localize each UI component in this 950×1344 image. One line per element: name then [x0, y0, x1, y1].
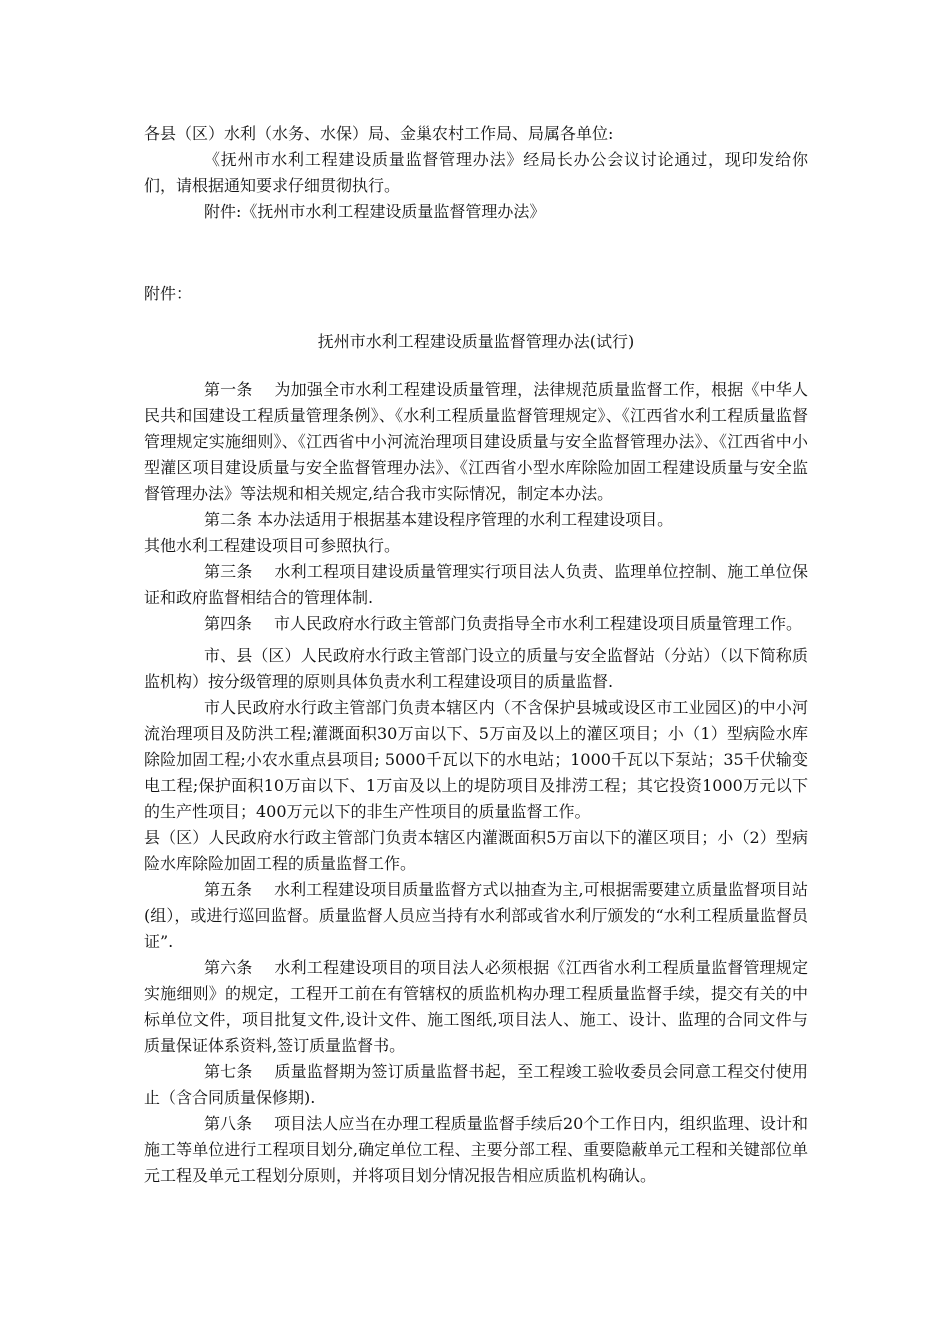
article-3 — [144, 559, 808, 611]
annex-label: 附件： — [144, 284, 193, 303]
article-5 — [144, 877, 808, 955]
article-text: 质量监督期为签订质量监督书起，至工程竣工验收委员会同意工程交付使用止（含合同质量保修期). — [144, 1062, 808, 1107]
article-6 — [144, 955, 808, 1059]
article-number: 第四条 — [204, 614, 253, 633]
article-2-continuation — [144, 533, 808, 559]
spacer — [144, 355, 808, 377]
spacer — [144, 307, 808, 329]
article-1 — [144, 377, 808, 507]
article-text: 县（区）人民政府水行政主管部门负责本辖区内灌溉面积5万亩以下的灌区项目；小（2）型病险水库除险加固工程的质量监督工作。 — [144, 828, 808, 873]
article-2 — [144, 507, 808, 533]
article-number: 第三条 — [204, 562, 253, 581]
article-text: 市人民政府水行政主管部门负责本辖区内（不含保护县城或设区市工业园区)的中小河流治理项目及防洪工程;灌溉面积30万亩以下、5万亩及以上的灌区项目；小（1）型病险水库除险加固工程;小农水重点县项目; 5000千瓦以下的水电站；1000千瓦以下泵站；35千伏输变电工程;保护面积10万亩以下、1万亩及以上的堤防项目及排涝工程；其它投资1000万元以下的生产性项目；400万元以下的非生产性项目的质量监督工作。 — [144, 698, 808, 821]
article-number: 第二条 — [204, 510, 253, 529]
article-text: 水利工程建设项目的项目法人必须根据《江西省水利工程质量监督管理规定实施细则》的规定，工程开工前在有管辖权的质监机构办理工程质量监督手续，提交有关的中标单位文件，项目批复文件,设计文件、施工图纸,项目法人、施工、设计、监理的合同文件与质量保证体系资料,签订质量监督书。 — [144, 958, 808, 1055]
article-number: 第一条 — [204, 380, 253, 399]
article-text: 本办法适用于根据基本建设程序管理的水利工程建设项目。 — [257, 510, 674, 529]
notice-addressee: 各县（区）水利（水务、水保）局、金巢农村工作局、局属各单位: — [144, 124, 614, 143]
article-number: 第七条 — [204, 1062, 253, 1081]
article-number: 第六条 — [204, 958, 253, 977]
article-text: 市、县（区）人民政府水行政主管部门设立的质量与安全监督站（分站）（以下简称质监机构）按分级管理的原则具体负责水利工程建设项目的质量监督. — [144, 646, 808, 691]
notice-attachment-line: 附件:《抚州市水利工程建设质量监督管理办法》 — [204, 202, 546, 221]
article-number: 第五条 — [204, 880, 253, 899]
article-text: 水利工程项目建设质量管理实行项目法人负责、监理单位控制、施工单位保证和政府监督相结合的管理体制. — [144, 562, 808, 607]
document-page — [144, 121, 808, 1189]
spacer — [144, 225, 808, 281]
article-4-paragraph-4 — [144, 825, 808, 877]
article-text: 水利工程建设项目质量监督方式以抽查为主,可根据需要建立质量监督项目站(组），或进行巡回监督。质量监督人员应当持有水利部或省水利厅颁发的“水利工程质量监督员证”. — [144, 880, 808, 951]
article-text: 项目法人应当在办理工程质量监督手续后20个工作日内，组织监理、设计和施工等单位进行工程项目划分,确定单位工程、主要分部工程、重要隐蔽单元工程和关键部位单元工程及单元工程划分原则，并将项目划分情况报告相应质监机构确认。 — [144, 1114, 808, 1185]
article-4-paragraph-3 — [144, 695, 808, 825]
article-4 — [144, 611, 808, 637]
article-8 — [144, 1111, 808, 1189]
article-number: 第八条 — [204, 1114, 253, 1133]
notice-body: 《抚州市水利工程建设质量监督管理办法》经局长办公会议讨论通过，现印发给你们，请根据通知要求仔细贯彻执行。 — [144, 150, 808, 195]
article-7 — [144, 1059, 808, 1111]
article-text: 为加强全市水利工程建设质量管理，法律规范质量监督工作，根据《中华人民共和国建设工程质量管理条例》、《水利工程质量监督管理规定》、《江西省水利工程质量监督管理规定实施细则》、《江西省中小河流治理项目建设质量与安全监督管理办法》、《江西省中小型灌区项目建设质量与安全监督管理办法》、《江西省小型水库除险加固工程建设质量与安全监督管理办法》等法规和相关规定,结合我市实际情况，制定本办法。 — [144, 380, 808, 503]
article-text: 其他水利工程建设项目可参照执行。 — [144, 536, 401, 555]
regulation-title: 抚州市水利工程建设质量监督管理办法(试行) — [317, 332, 635, 351]
article-4-paragraph-2 — [144, 643, 808, 695]
article-text: 市人民政府水行政主管部门负责指导全市水利工程建设项目质量管理工作。 — [274, 614, 803, 633]
